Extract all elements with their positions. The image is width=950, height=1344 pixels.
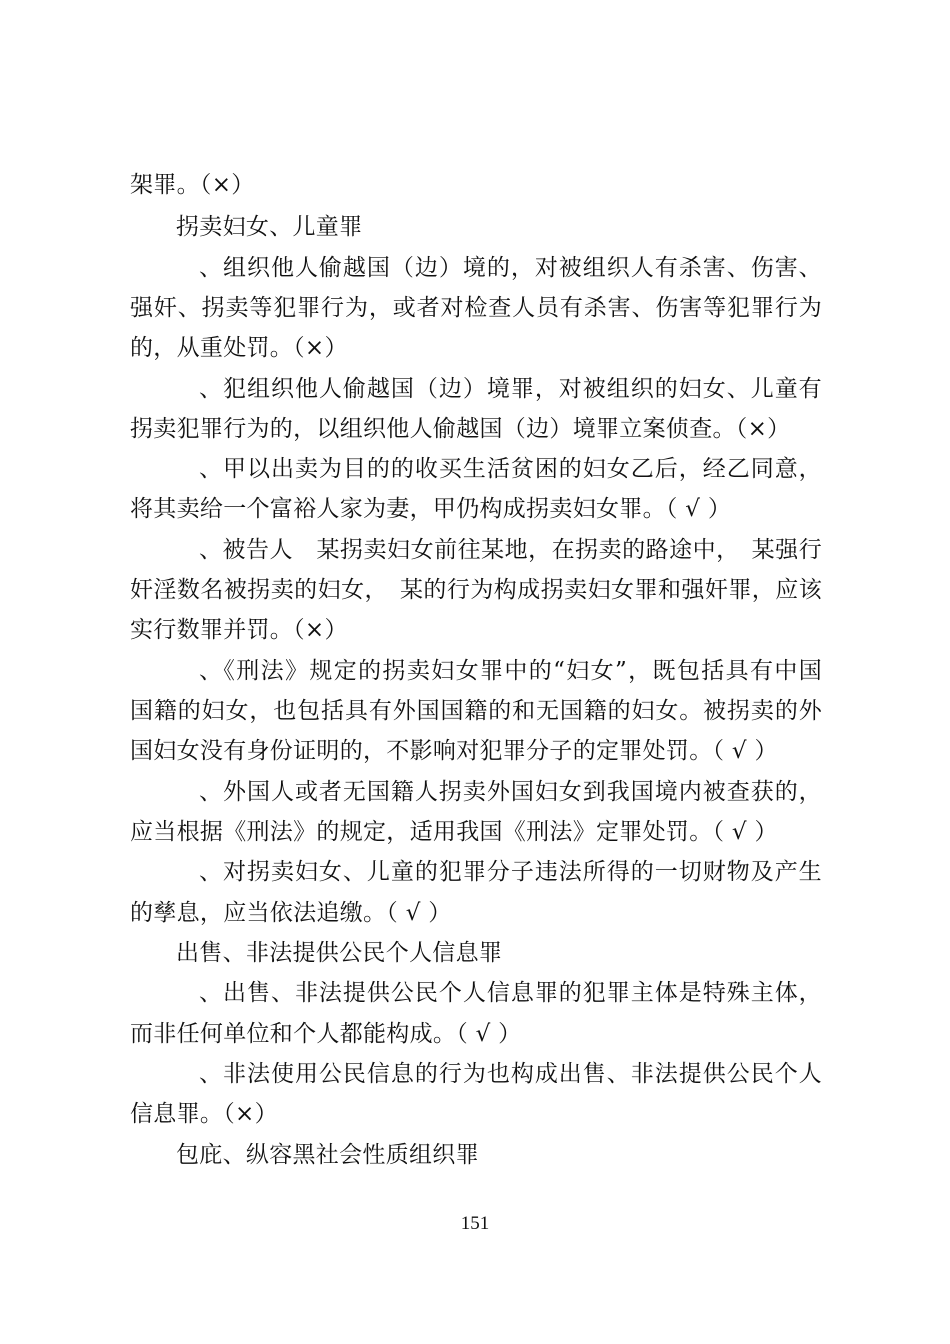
text-line: 、犯组织他人偷越国（边）境罪，对被组织的妇女、儿童有 [199, 376, 822, 402]
text-line: 实行数罪并罚。（×） [130, 617, 348, 643]
text-line: 、外国人或者无国籍人拐卖外国妇女到我国境内被查获的， [199, 779, 822, 805]
text-line: 奸淫数名被拐卖的妇女， 某的行为构成拐卖妇女罪和强奸罪，应该 [130, 577, 822, 603]
text-line: 、《刑法》规定的拐卖妇女罪中的“妇女”，既包括具有中国 [199, 658, 822, 684]
text-line: 国妇女没有身份证明的，不影响对犯罪分子的定罪处罚。（ √ ） [130, 738, 778, 764]
text-line: 的孳息，应当依法追缴。（ √ ） [130, 900, 452, 926]
text-line: 而非任何单位和个人都能构成。（ √ ） [130, 1021, 522, 1047]
text-line: 国籍的妇女，也包括具有外国国籍的和无国籍的妇女。被拐卖的外 [130, 698, 822, 724]
text-line: 将其卖给一个富裕人家为妻，甲仍构成拐卖妇女罪。（ √ ） [130, 496, 732, 522]
section-heading: 出售、非法提供公民个人信息罪 [176, 940, 503, 966]
text-line: 信息罪。（×） [130, 1101, 278, 1127]
page-number: 151 [460, 1213, 490, 1234]
section-heading: 拐卖妇女、儿童罪 [176, 214, 363, 240]
text-line: 、被告人 某拐卖妇女前往某地，在拐卖的路途中， 某强行 [199, 537, 822, 563]
text-line: 、组织他人偷越国（边）境的，对被组织人有杀害、伤害、 [199, 255, 822, 281]
text-line: 应当根据《刑法》的规定，适用我国《刑法》定罪处罚。（ √ ） [130, 819, 778, 845]
text-line: 架罪。（×） [130, 172, 255, 198]
text-line: 、非法使用公民信息的行为也构成出售、非法提供公民个人 [199, 1061, 822, 1087]
section-heading: 包庇、纵容黑社会性质组织罪 [176, 1142, 479, 1168]
text-line: 、甲以出卖为目的的收买生活贫困的妇女乙后，经乙同意， [199, 456, 822, 482]
text-line: 、对拐卖妇女、儿童的犯罪分子违法所得的一切财物及产生 [199, 859, 822, 885]
text-line: 、出售、非法提供公民个人信息罪的犯罪主体是特殊主体， [199, 980, 822, 1006]
text-line: 的，从重处罚。（×） [130, 335, 348, 361]
text-line: 强奸、拐卖等犯罪行为，或者对检查人员有杀害、伤害等犯罪行为 [130, 295, 822, 321]
text-line: 拐卖犯罪行为的，以组织他人偷越国（边）境罪立案侦查。（×） [130, 416, 791, 442]
